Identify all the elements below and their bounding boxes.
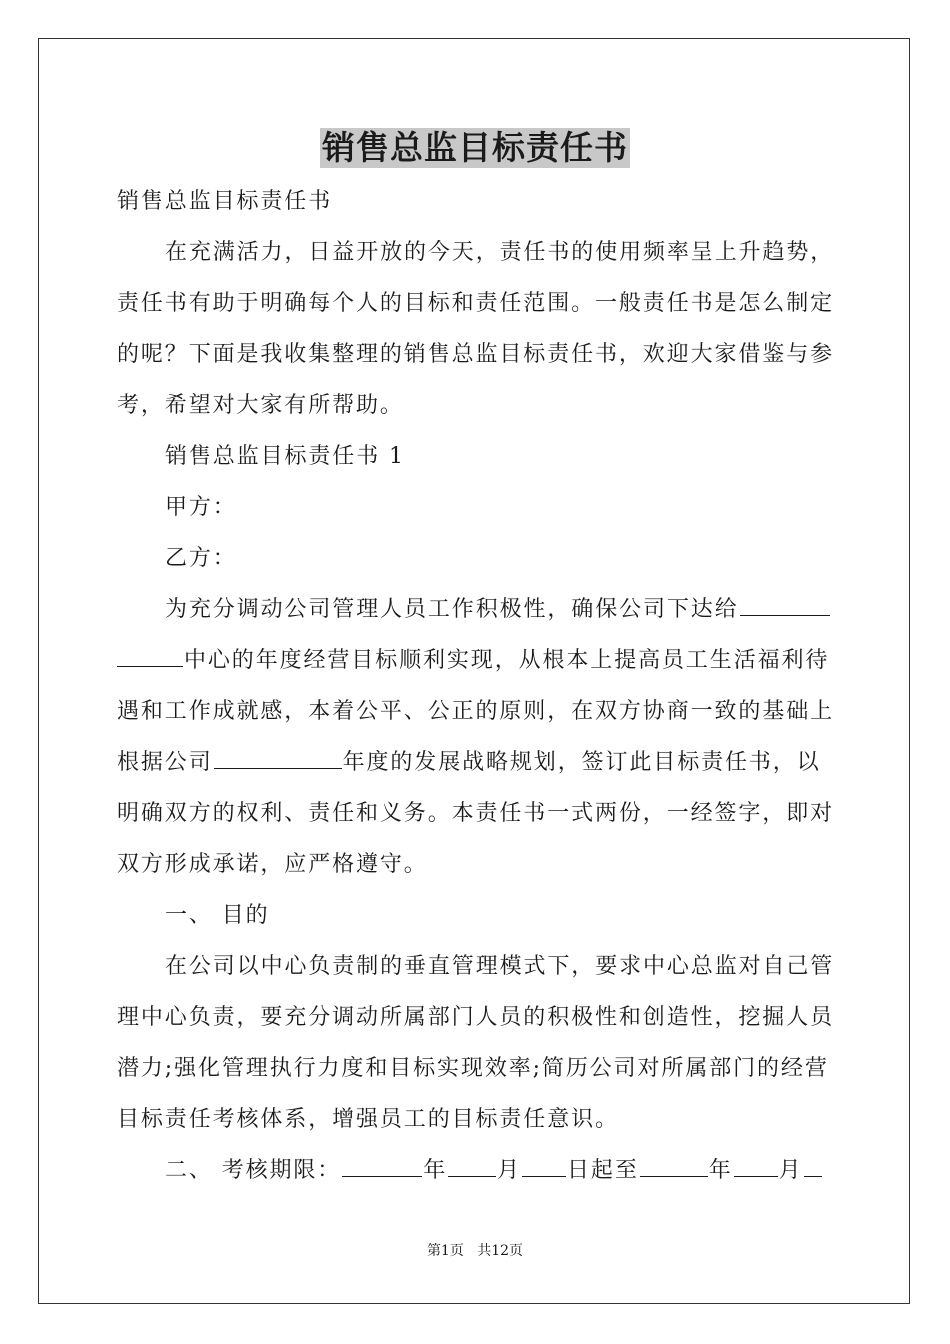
para1-line-3: 遇和工作成就感，本着公平、公正的原则，在双方协商一致的基础上: [117, 699, 835, 724]
para2-line-3: 潜力;强化管理执行力度和目标实现效率;简历公司对所属部门的经营: [117, 1056, 829, 1081]
document-title: 销售总监目标责任书: [322, 128, 628, 167]
blank-field: [640, 1156, 708, 1177]
para1-text-2: 中心的年度经营目标顺利实现，从根本上提高员工生活福利待: [184, 648, 830, 673]
document-body: [117, 176, 833, 1196]
year-text-2: 年: [708, 1158, 733, 1183]
intro-line-2: 责任书有助于明确每个人的目标和责任范围。一般责任书是怎么制定: [117, 291, 835, 316]
page-total: 共12页: [477, 1243, 524, 1259]
party-b: 乙方：: [165, 546, 237, 571]
para1-line-4: [117, 737, 833, 788]
heading-period: [117, 1145, 833, 1196]
para1-line-1: [117, 584, 833, 635]
intro-line-1: 在充满活力，日益开放的今天，责任书的使用频率呈上升趋势，: [165, 240, 835, 265]
party-a: 甲方：: [165, 495, 237, 520]
para1-line-5: 明确双方的权利、责任和义务。本责任书一式两份，一经签字，即对: [117, 801, 835, 826]
month-text-2: 月: [778, 1158, 803, 1183]
page-number: 第1页: [426, 1243, 464, 1259]
heading-purpose: 一、 目的: [165, 903, 270, 928]
para1-line-2: [117, 635, 833, 686]
blank-field: [214, 748, 342, 769]
page-footer: [0, 1240, 950, 1260]
para1-text-4a: 根据公司: [117, 750, 213, 775]
section-title: 销售总监目标责任书 1: [165, 444, 405, 469]
blank-field: [342, 1156, 422, 1177]
blank-field: [804, 1156, 822, 1177]
month-text: 月: [497, 1158, 522, 1183]
subtitle: 销售总监目标责任书: [117, 189, 333, 214]
para2-line-2: 理中心负责，要充分调动所属部门人员的积极性和创造性，挖掘人员: [117, 1005, 835, 1030]
title-container: [0, 128, 950, 168]
period-label: 二、 考核期限：: [165, 1158, 342, 1183]
para1-text-4b: 年度的发展战略规划，签订此目标责任书，以: [342, 750, 821, 775]
para2-line-4: 目标责任考核体系，增强员工的目标责任意识。: [117, 1107, 619, 1132]
day-from-text: 日起至: [567, 1158, 639, 1183]
blank-field: [522, 1156, 566, 1177]
blank-field: [117, 646, 183, 667]
para1-text-1: 为充分调动公司管理人员工作积极性，确保公司下达给: [165, 597, 739, 622]
para1-line-6: 双方形成承诺，应严格遵守。: [117, 852, 428, 877]
blank-field: [448, 1156, 496, 1177]
intro-line-3: 的呢？下面是我收集整理的销售总监目标责任书，欢迎大家借鉴与参: [117, 342, 835, 367]
blank-field: [734, 1156, 778, 1177]
para2-line-1: 在公司以中心负责制的垂直管理模式下，要求中心总监对自己管: [165, 954, 835, 979]
blank-field: [740, 595, 830, 616]
year-text: 年: [423, 1158, 448, 1183]
intro-line-4: 考，希望对大家有所帮助。: [117, 393, 404, 418]
